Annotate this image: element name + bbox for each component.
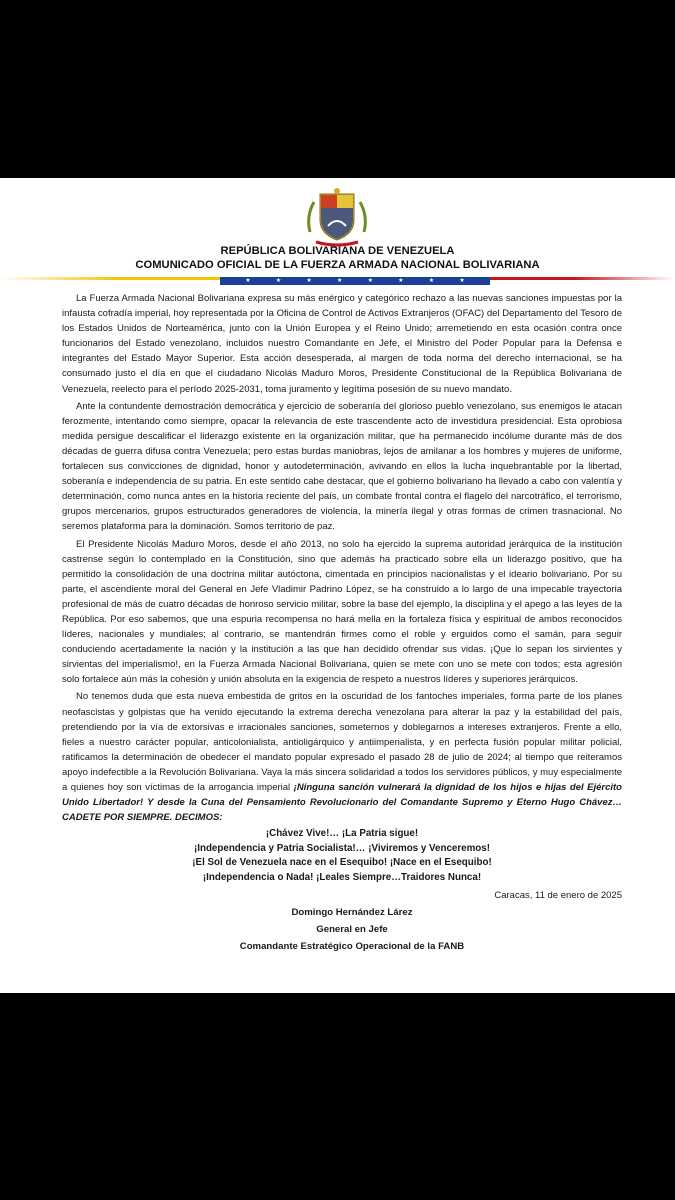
paragraph-3: El Presidente Nicolás Maduro Moros, desde el año 2013, no solo ha ejercido la suprema autoridad jerárquica de la institución castrense según lo contemplado en la Constitución, sino que además ha practicado sobre ella un liderazgo positivo, que ha permitido la consolidación de una doctrina militar autóctona, cimentada en principios nacionalistas y el ideario bolivariano. Por su parte, el ascendiente moral del General en Jefe Vladimir Padrino López, se ha construido a lo largo de una impecable trayectoria profesional de más de cuatro décadas de honroso servicio militar, sobre la base del ejemplo, la disciplina y el apego a las leyes de la República. Por eso sabemos, que una espuria recompensa no hará mella en la fortaleza física y espiritual de ambos reconocidos líderes, nacionales y mundiales; al contrario, se mantendrán firmes como el roble y erguidos como el samán, para seguir conduciendo acertadamente la nación y la institución a las que han decidido ofrendar sus vidas. ¡Que lo sepan los sirvientes y sirvientas del imperialismo!, en la Fuerza Armada Nacional Bolivariana, quien se mete con uno se mete con todos; esta agresión solo fortalece aún más la cohesión y unión absoluta en la exigencia de respeto a nuestros líderes y superiores jerárquicos. — [62, 538, 622, 686]
star-icon: ★ — [245, 278, 251, 284]
paragraph-4-emphasis: ¡Ninguna sanción vulnerará la dignidad de los hijos e hijas del Ejército Unido Libertador! Y desde la Cuna del Pensamiento Revolucionario del Comandante Supremo y Eterno Hugo Chávez… CADETE POR SIEMPRE. DECIMOS: — [62, 782, 622, 824]
star-icon: ★ — [275, 278, 282, 284]
flag-band — [0, 277, 675, 287]
signature-title: Comandante Estratégico Operacional de la FANB — [239, 940, 465, 952]
communique-page — [0, 178, 675, 993]
flag-band-red — [490, 277, 675, 280]
star-icon: ★ — [367, 278, 373, 284]
star-icon: ★ — [398, 278, 404, 284]
flag-stars — [220, 277, 490, 285]
signature-rank: General en Jefe — [316, 923, 388, 935]
paragraph-4-text: No tenemos duda que esta nueva embestida de gritos en la oscuridad de los fantoches imperiales, forma parte de los planes neofascistas y golpistas que ha venido ejecutando la extrema derecha venezolana para alterar la paz y la estabilidad del país, pretendiendo por la vía de extorsivas e irracionales sanciones, someternos y doblegarnos a intereses extranjeros. Frente a ello, fieles a nuestro carácter popular, anticolonialista, antioligárquico y antiimperialista, y en perfecta fusión popular militar policial, ratificamos la determinación de obedecer el mandato popular expresado el pasado 28 de julio de 2024; al tiempo que reiteramos apoyo indefectible a la Revolución Bolivariana. Vaya la más sincera solidaridad a todos los servidores públicos, y muy especialmente a quienes hoy son víctimas de la arrogancia imperial — [62, 691, 622, 793]
star-icon: ★ — [428, 278, 435, 284]
star-icon: ★ — [306, 278, 312, 284]
header-republic: REPÚBLICA BOLIVARIANA DE VENEZUELA — [220, 245, 455, 257]
signature-name: Domingo Hernández Lárez — [291, 906, 413, 918]
header-communique-title: COMUNICADO OFICIAL DE LA FUERZA ARMADA NACIONAL BOLIVARIANA — [135, 259, 540, 271]
coat-of-arms-icon — [302, 186, 372, 248]
paragraph-2: Ante la contundente demostración democrática y ejercicio de soberanía del glorioso pueblo venezolano, sus enemigos le atacan ferozmente, intentando como siempre, opacar la relevancia de este trascendente acto de investidura presidencial. Esta oprobiosa medida persigue descalificar el liderazgo existente en la organización militar, que ha permanecido incólume durante más de dos décadas de guerra difusa contra Venezuela; pero estas burdas maniobras, lejos de amilanar a los hombres y mujeres de uniforme, fortalecen sus convicciones de dignidad, honor y autodeterminación, avivando en ellos la lucha inquebrantable por la libertad, soberanía e independencia de su patria. En este sentido cabe destacar, que el gobierno bolivariano ha llevado a cabo con valentía y determinación, como nunca antes en la historia reciente del país, un combate frontal contra el flagelo del narcotráfico, el terrorismo, grupos mercenarios, grupos estructurados generadores de violencia, la minería ilegal y otras formas de crimen trasnacional. No seremos plataforma para la dominación. Somos territorio de paz. — [62, 400, 622, 533]
flag-band-yellow — [0, 277, 220, 280]
communique-body — [62, 291, 622, 955]
signature-block — [82, 904, 622, 955]
paragraph-1: La Fuerza Armada Nacional Bolivariana expresa su más enérgico y categórico rechazo a las nuevas sanciones impuestas por la infausta cofradía imperial, hoy representada por la Oficina de Control de Activos Extranjeros (OFAC) del Departamento del Tesoro de los Estados Unidos de Norteamérica, junto con la Unión Europea y el Reino Unido; arremetiendo en esta ocasión contra once funcionarios del Estado venezolano, incluidos nuestro Comandante en Jefe, el Ministro del Poder Popular para la Defensa e integrantes del Estado Mayor Superior. Esta acción desesperada, al margen de toda norma del derecho internacional, se ha consumado justo el día en que el ciudadano Nicolás Maduro Moros, Presidente Constitucional de la República Bolivariana de Venezuela, reelecto para el período 2025-2031, toma juramento y legítima posesión de su nuevo mandato. — [62, 293, 622, 395]
place-date: Caracas, 11 de enero de 2025 — [494, 889, 622, 901]
slogans — [62, 827, 622, 885]
slogan-4: ¡Independencia o Nada! ¡Leales Siempre…Traidores Nunca! — [202, 872, 482, 884]
star-icon: ★ — [336, 278, 343, 284]
slogan-3: ¡El Sol de Venezuela nace en el Esequibo! ¡Nace en el Esequibo! — [192, 857, 492, 869]
paragraph-4 — [62, 689, 622, 825]
slogan-2: ¡Independencia y Patria Socialista!… ¡Viviremos y Venceremos! — [193, 842, 491, 854]
star-icon: ★ — [459, 278, 465, 284]
slogan-1: ¡Chávez Vive!… ¡La Patria sigue! — [265, 828, 419, 840]
